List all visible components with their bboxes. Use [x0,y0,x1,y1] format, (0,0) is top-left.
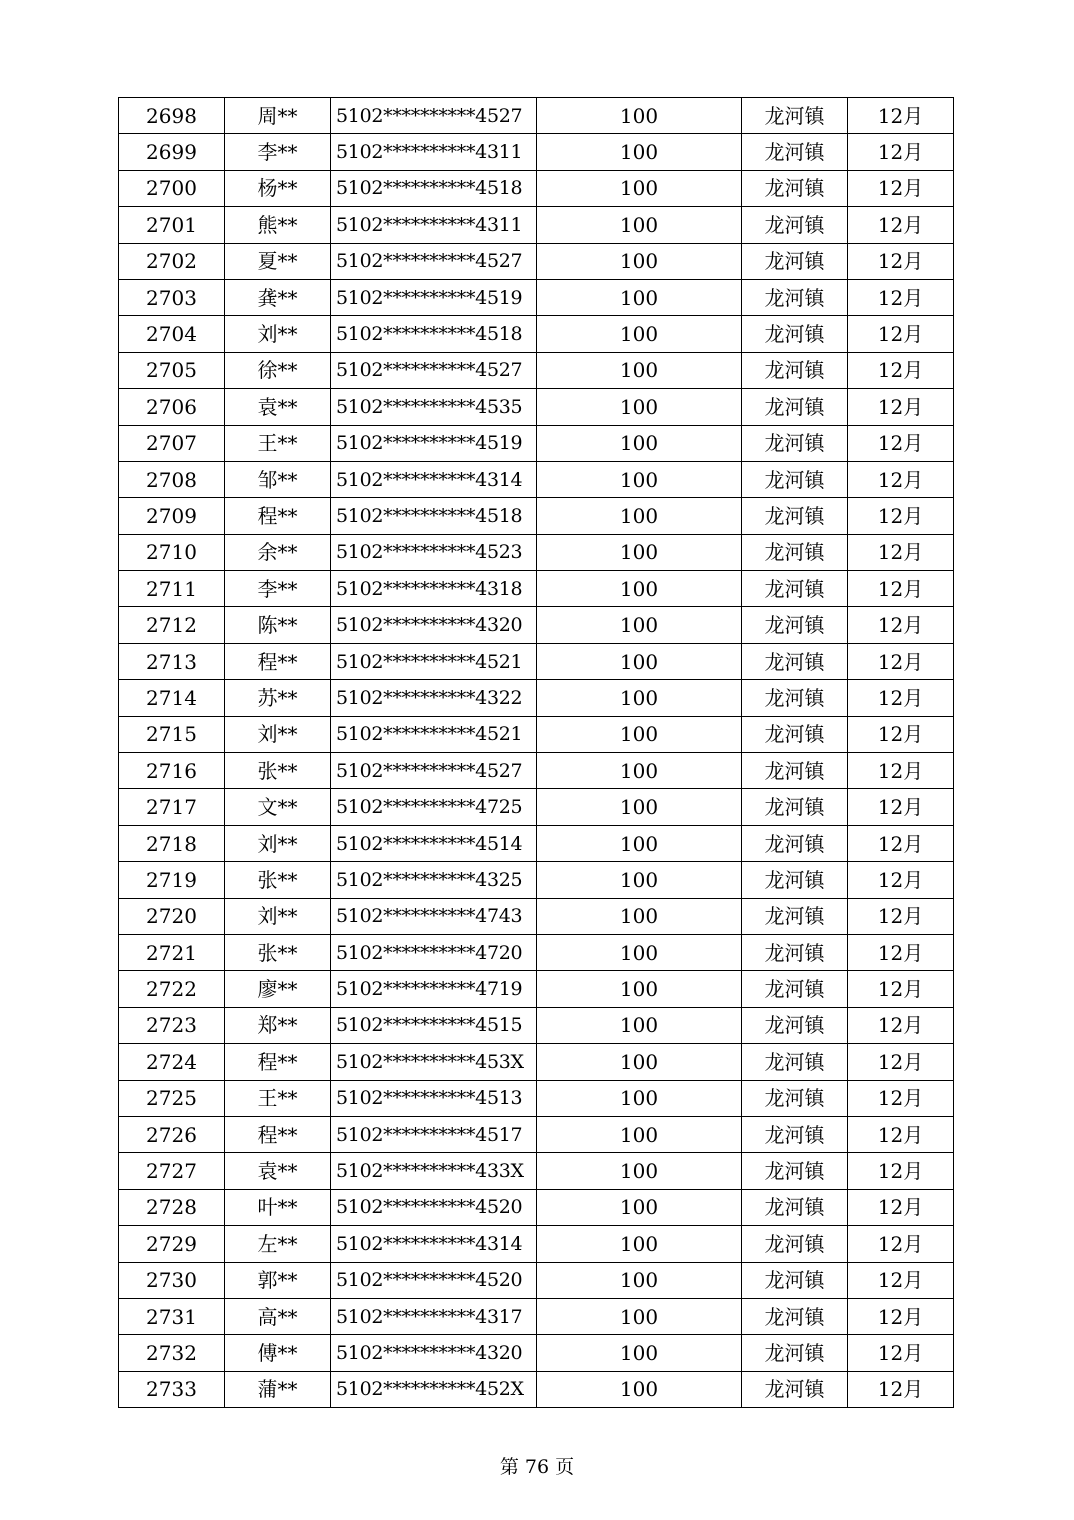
serial-number-cell: 2699 [119,134,225,170]
town-cell: 龙河镇 [742,716,848,752]
table-row [119,971,954,1007]
town-cell: 龙河镇 [742,98,848,134]
serial-number-cell: 2719 [119,862,225,898]
serial-number-cell: 2703 [119,279,225,315]
name-cell: 苏** [225,680,331,716]
page-number: 第 76 页 [499,1456,575,1478]
amount-cell: 100 [537,1007,742,1043]
id-number-cell: 5102**********4743 [331,898,537,934]
town-cell: 龙河镇 [742,1298,848,1334]
name-cell: 邹** [225,461,331,497]
id-number-cell: 5102**********4521 [331,716,537,752]
serial-number-cell: 2732 [119,1335,225,1371]
id-number-cell: 5102**********4720 [331,934,537,970]
month-cell: 12月 [848,1007,954,1043]
serial-number-cell: 2704 [119,316,225,352]
serial-number-cell: 2716 [119,753,225,789]
table-row [119,316,954,352]
name-cell: 李** [225,134,331,170]
serial-number-cell: 2702 [119,243,225,279]
table-row [119,1153,954,1189]
name-cell: 刘** [225,316,331,352]
records-table [118,97,954,1408]
id-number-cell: 5102**********453X [331,1044,537,1080]
id-number-cell: 5102**********4513 [331,1080,537,1116]
month-cell: 12月 [848,643,954,679]
serial-number-cell: 2721 [119,934,225,970]
serial-number-cell: 2724 [119,1044,225,1080]
serial-number-cell: 2729 [119,1226,225,1262]
name-cell: 杨** [225,170,331,206]
serial-number-cell: 2705 [119,352,225,388]
table-row [119,207,954,243]
amount-cell: 100 [537,934,742,970]
serial-number-cell: 2714 [119,680,225,716]
id-number-cell: 5102**********4517 [331,1116,537,1152]
id-number-cell: 5102**********4527 [331,243,537,279]
serial-number-cell: 2715 [119,716,225,752]
id-number-cell: 5102**********4320 [331,1335,537,1371]
amount-cell: 100 [537,753,742,789]
table-row [119,789,954,825]
month-cell: 12月 [848,1226,954,1262]
name-cell: 程** [225,1116,331,1152]
town-cell: 龙河镇 [742,461,848,497]
table-row [119,898,954,934]
town-cell: 龙河镇 [742,1080,848,1116]
month-cell: 12月 [848,1189,954,1225]
amount-cell: 100 [537,680,742,716]
town-cell: 龙河镇 [742,389,848,425]
amount-cell: 100 [537,1189,742,1225]
town-cell: 龙河镇 [742,1226,848,1262]
name-cell: 余** [225,534,331,570]
id-number-cell: 5102**********4314 [331,1226,537,1262]
town-cell: 龙河镇 [742,1153,848,1189]
name-cell: 高** [225,1298,331,1334]
id-number-cell: 5102**********4527 [331,98,537,134]
name-cell: 文** [225,789,331,825]
name-cell: 傅** [225,1335,331,1371]
amount-cell: 100 [537,279,742,315]
table-row [119,934,954,970]
table-row [119,279,954,315]
id-number-cell: 5102**********4527 [331,352,537,388]
month-cell: 12月 [848,170,954,206]
town-cell: 龙河镇 [742,1189,848,1225]
serial-number-cell: 2722 [119,971,225,1007]
month-cell: 12月 [848,98,954,134]
name-cell: 廖** [225,971,331,1007]
table-row [119,1080,954,1116]
serial-number-cell: 2725 [119,1080,225,1116]
serial-number-cell: 2708 [119,461,225,497]
month-cell: 12月 [848,934,954,970]
name-cell: 左** [225,1226,331,1262]
id-number-cell: 5102**********4317 [331,1298,537,1334]
town-cell: 龙河镇 [742,425,848,461]
amount-cell: 100 [537,352,742,388]
serial-number-cell: 2710 [119,534,225,570]
town-cell: 龙河镇 [742,607,848,643]
id-number-cell: 5102**********4535 [331,389,537,425]
serial-number-cell: 2731 [119,1298,225,1334]
table-row [119,534,954,570]
month-cell: 12月 [848,207,954,243]
serial-number-cell: 2700 [119,170,225,206]
town-cell: 龙河镇 [742,1044,848,1080]
name-cell: 王** [225,425,331,461]
name-cell: 陈** [225,607,331,643]
month-cell: 12月 [848,1335,954,1371]
id-number-cell: 5102**********4515 [331,1007,537,1043]
town-cell: 龙河镇 [742,680,848,716]
town-cell: 龙河镇 [742,534,848,570]
town-cell: 龙河镇 [742,971,848,1007]
id-number-cell: 5102**********4521 [331,643,537,679]
id-number-cell: 5102**********4322 [331,680,537,716]
town-cell: 龙河镇 [742,352,848,388]
id-number-cell: 5102**********4311 [331,134,537,170]
serial-number-cell: 2733 [119,1371,225,1407]
month-cell: 12月 [848,389,954,425]
town-cell: 龙河镇 [742,934,848,970]
serial-number-cell: 2713 [119,643,225,679]
month-cell: 12月 [848,461,954,497]
month-cell: 12月 [848,316,954,352]
amount-cell: 100 [537,1080,742,1116]
name-cell: 龚** [225,279,331,315]
serial-number-cell: 2711 [119,571,225,607]
table-row [119,1226,954,1262]
amount-cell: 100 [537,1371,742,1407]
table-row [119,680,954,716]
month-cell: 12月 [848,971,954,1007]
name-cell: 郭** [225,1262,331,1298]
town-cell: 龙河镇 [742,571,848,607]
amount-cell: 100 [537,1116,742,1152]
serial-number-cell: 2727 [119,1153,225,1189]
table-row [119,1371,954,1407]
table-row [119,1335,954,1371]
name-cell: 夏** [225,243,331,279]
month-cell: 12月 [848,753,954,789]
id-number-cell: 5102**********452X [331,1371,537,1407]
amount-cell: 100 [537,571,742,607]
table-row [119,716,954,752]
town-cell: 龙河镇 [742,753,848,789]
name-cell: 张** [225,934,331,970]
name-cell: 叶** [225,1189,331,1225]
amount-cell: 100 [537,243,742,279]
name-cell: 袁** [225,389,331,425]
town-cell: 龙河镇 [742,825,848,861]
month-cell: 12月 [848,607,954,643]
serial-number-cell: 2720 [119,898,225,934]
id-number-cell: 5102**********4725 [331,789,537,825]
month-cell: 12月 [848,243,954,279]
town-cell: 龙河镇 [742,862,848,898]
month-cell: 12月 [848,134,954,170]
town-cell: 龙河镇 [742,316,848,352]
id-number-cell: 5102**********4519 [331,425,537,461]
serial-number-cell: 2701 [119,207,225,243]
town-cell: 龙河镇 [742,789,848,825]
month-cell: 12月 [848,825,954,861]
serial-number-cell: 2730 [119,1262,225,1298]
table-row [119,1262,954,1298]
month-cell: 12月 [848,1116,954,1152]
table-row [119,825,954,861]
amount-cell: 100 [537,389,742,425]
amount-cell: 100 [537,1335,742,1371]
name-cell: 徐** [225,352,331,388]
amount-cell: 100 [537,825,742,861]
table-row [119,643,954,679]
table-row [119,134,954,170]
month-cell: 12月 [848,1298,954,1334]
amount-cell: 100 [537,1262,742,1298]
table-row [119,498,954,534]
serial-number-cell: 2718 [119,825,225,861]
month-cell: 12月 [848,789,954,825]
id-number-cell: 5102**********4325 [331,862,537,898]
table-row [119,389,954,425]
amount-cell: 100 [537,1226,742,1262]
month-cell: 12月 [848,425,954,461]
id-number-cell: 5102**********4518 [331,170,537,206]
table-row [119,461,954,497]
amount-cell: 100 [537,898,742,934]
name-cell: 刘** [225,716,331,752]
town-cell: 龙河镇 [742,134,848,170]
serial-number-cell: 2717 [119,789,225,825]
town-cell: 龙河镇 [742,498,848,534]
town-cell: 龙河镇 [742,170,848,206]
town-cell: 龙河镇 [742,898,848,934]
serial-number-cell: 2712 [119,607,225,643]
id-number-cell: 5102**********4518 [331,498,537,534]
town-cell: 龙河镇 [742,243,848,279]
month-cell: 12月 [848,1262,954,1298]
name-cell: 程** [225,643,331,679]
amount-cell: 100 [537,862,742,898]
town-cell: 龙河镇 [742,643,848,679]
month-cell: 12月 [848,534,954,570]
id-number-cell: 5102**********4518 [331,316,537,352]
table-row [119,170,954,206]
serial-number-cell: 2726 [119,1116,225,1152]
id-number-cell: 5102**********4719 [331,971,537,1007]
table-row [119,1189,954,1225]
id-number-cell: 5102**********4311 [331,207,537,243]
amount-cell: 100 [537,971,742,1007]
month-cell: 12月 [848,1153,954,1189]
serial-number-cell: 2698 [119,98,225,134]
serial-number-cell: 2723 [119,1007,225,1043]
amount-cell: 100 [537,316,742,352]
town-cell: 龙河镇 [742,279,848,315]
amount-cell: 100 [537,1298,742,1334]
table-row [119,1298,954,1334]
table-row [119,862,954,898]
name-cell: 张** [225,753,331,789]
amount-cell: 100 [537,534,742,570]
serial-number-cell: 2706 [119,389,225,425]
serial-number-cell: 2707 [119,425,225,461]
month-cell: 12月 [848,1371,954,1407]
amount-cell: 100 [537,98,742,134]
town-cell: 龙河镇 [742,207,848,243]
amount-cell: 100 [537,716,742,752]
amount-cell: 100 [537,425,742,461]
id-number-cell: 5102**********4318 [331,571,537,607]
table-row [119,571,954,607]
amount-cell: 100 [537,170,742,206]
table-row [119,607,954,643]
serial-number-cell: 2728 [119,1189,225,1225]
month-cell: 12月 [848,498,954,534]
name-cell: 程** [225,498,331,534]
amount-cell: 100 [537,498,742,534]
serial-number-cell: 2709 [119,498,225,534]
name-cell: 刘** [225,898,331,934]
amount-cell: 100 [537,461,742,497]
town-cell: 龙河镇 [742,1116,848,1152]
town-cell: 龙河镇 [742,1007,848,1043]
name-cell: 郑** [225,1007,331,1043]
name-cell: 张** [225,862,331,898]
table-row [119,425,954,461]
month-cell: 12月 [848,1044,954,1080]
name-cell: 刘** [225,825,331,861]
amount-cell: 100 [537,1044,742,1080]
month-cell: 12月 [848,1080,954,1116]
month-cell: 12月 [848,716,954,752]
amount-cell: 100 [537,789,742,825]
table-row [119,1044,954,1080]
table-row [119,1116,954,1152]
town-cell: 龙河镇 [742,1262,848,1298]
table-row [119,753,954,789]
month-cell: 12月 [848,352,954,388]
amount-cell: 100 [537,1153,742,1189]
name-cell: 程** [225,1044,331,1080]
id-number-cell: 5102**********4520 [331,1262,537,1298]
name-cell: 袁** [225,1153,331,1189]
town-cell: 龙河镇 [742,1371,848,1407]
name-cell: 蒲** [225,1371,331,1407]
month-cell: 12月 [848,862,954,898]
id-number-cell: 5102**********4320 [331,607,537,643]
table-row [119,98,954,134]
amount-cell: 100 [537,643,742,679]
month-cell: 12月 [848,279,954,315]
id-number-cell: 5102**********433X [331,1153,537,1189]
name-cell: 熊** [225,207,331,243]
amount-cell: 100 [537,207,742,243]
id-number-cell: 5102**********4520 [331,1189,537,1225]
month-cell: 12月 [848,680,954,716]
amount-cell: 100 [537,607,742,643]
name-cell: 李** [225,571,331,607]
id-number-cell: 5102**********4514 [331,825,537,861]
id-number-cell: 5102**********4523 [331,534,537,570]
table-row [119,243,954,279]
month-cell: 12月 [848,571,954,607]
month-cell: 12月 [848,898,954,934]
table-row [119,352,954,388]
name-cell: 周** [225,98,331,134]
id-number-cell: 5102**********4314 [331,461,537,497]
records-table-body [119,98,954,1408]
name-cell: 王** [225,1080,331,1116]
amount-cell: 100 [537,134,742,170]
table-row [119,1007,954,1043]
id-number-cell: 5102**********4519 [331,279,537,315]
town-cell: 龙河镇 [742,1335,848,1371]
id-number-cell: 5102**********4527 [331,753,537,789]
